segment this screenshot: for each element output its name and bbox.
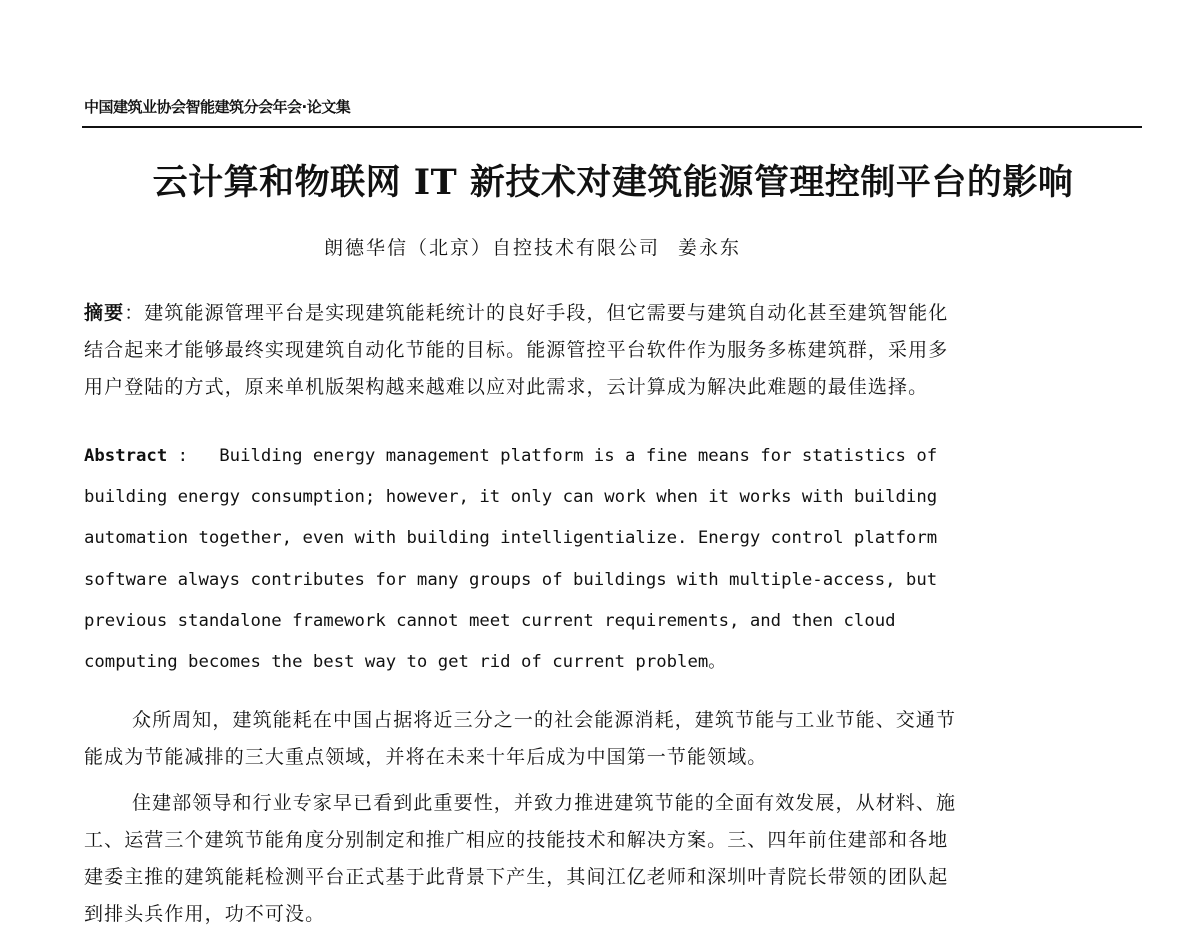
- abstract-en-label: Abstract: [84, 446, 168, 466]
- author-name: 姜永东: [678, 237, 742, 259]
- abstract-en-line: computing becomes the best way to get rid of current problem。: [84, 652, 726, 673]
- body-line: 工、运营三个建筑节能角度分别制定和推广相应的技能技术和解决方案。三、四年前住建部和各地: [84, 829, 949, 851]
- abstract-en-line: software always contributes for many groups of buildings with multiple-access, but: [84, 569, 938, 590]
- abstract-cn-line: 用户登陆的方式，原来单机版架构越来越难以应对此需求，云计算成为解决此难题的最佳选择。: [84, 376, 929, 398]
- abstract-cn-label: 摘要: [84, 302, 125, 324]
- abstract-cn-line: 摘要：建筑能源管理平台是实现建筑能耗统计的良好手段，但它需要与建筑自动化甚至建筑智能化: [84, 302, 949, 324]
- abstract-en-line: building energy consumption; however, it only can work when it works with building: [84, 487, 938, 508]
- body-line: 能成为节能减排的三大重点领域，并将在未来十年后成为中国第一节能领域。: [84, 746, 768, 768]
- body-line: 住建部领导和行业专家早已看到此重要性，并致力推进建筑节能的全面有效发展，从材料、施: [132, 792, 957, 814]
- body-paragraph: [84, 785, 1144, 933]
- abstract-english: [84, 436, 1144, 683]
- body-paragraph: [84, 702, 1144, 776]
- byline: [324, 233, 741, 260]
- body-line: 建委主推的建筑能耗检测平台正式基于此背景下产生，其间江亿老师和深圳叶青院长带领的团队起: [84, 866, 949, 888]
- abstract-cn-line: 结合起来才能够最终实现建筑自动化节能的目标。能源管控平台软件作为服务多栋建筑群，采用多: [84, 339, 949, 361]
- abstract-chinese: [84, 295, 1144, 406]
- abstract-en-line: previous standalone framework cannot meet current requirements, and then cloud: [84, 610, 896, 631]
- abstract-en-line: automation together, even with building intelligentialize. Energy control platform: [84, 528, 938, 549]
- paper-title: 云计算和物联网 IT 新技术对建筑能源管理控制平台的影响: [152, 162, 1074, 203]
- abstract-en-line: Abstract : Building energy management platform is a fine means for statistics of: [84, 446, 938, 466]
- running-header: 中国建筑业协会智能建筑分会年会·论文集: [84, 98, 351, 116]
- body-line: 到排头兵作用，功不可没。: [84, 903, 326, 925]
- header-rule: [82, 126, 1142, 128]
- body-line: 众所周知，建筑能耗在中国占据将近三分之一的社会能源消耗，建筑节能与工业节能、交通节: [132, 709, 957, 731]
- affiliation: 朗德华信（北京）自控技术有限公司: [324, 237, 661, 259]
